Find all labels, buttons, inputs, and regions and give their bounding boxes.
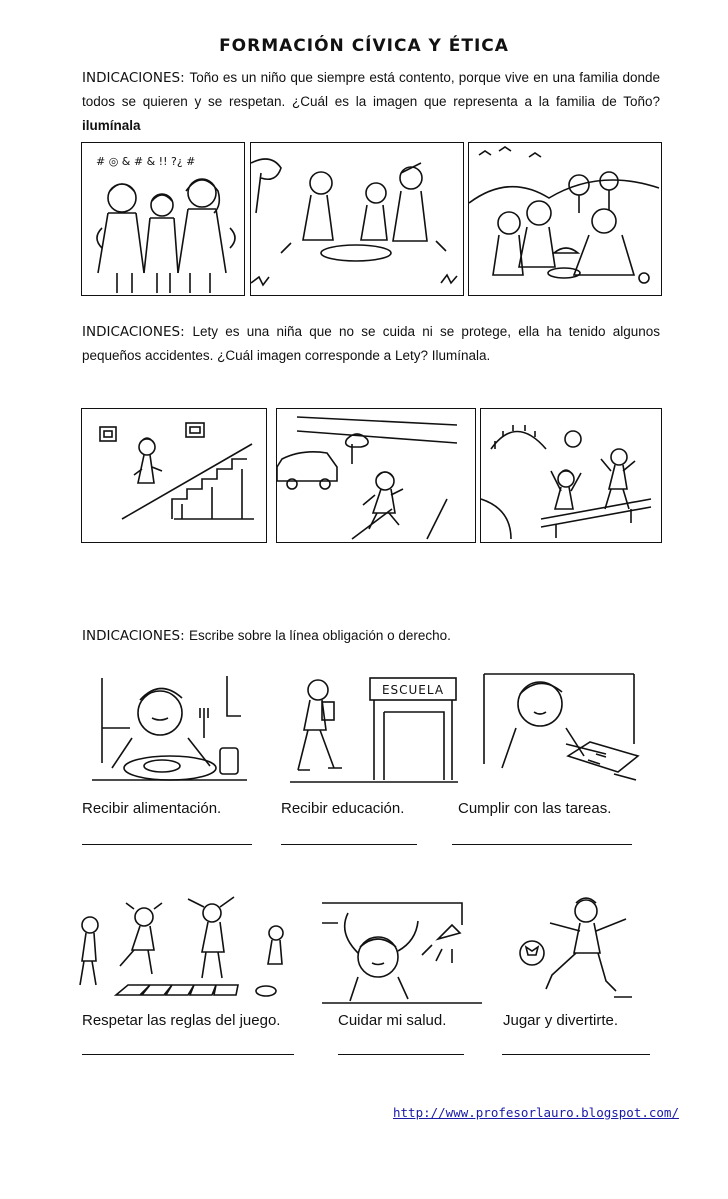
answer-line-health[interactable] xyxy=(338,1054,464,1055)
caption-homework: Cumplir con las tareas. xyxy=(458,800,612,817)
child-shower-image xyxy=(322,893,482,1005)
footer-url-link[interactable]: http://www.profesorlauro.blogspot.com/ xyxy=(393,1105,679,1120)
boy-soccer-image xyxy=(514,893,644,1005)
boy-eating-illustration xyxy=(92,668,247,788)
family-picnic-image xyxy=(468,142,662,296)
instructions-lead: INDICACIONES: xyxy=(82,324,185,340)
angry-family-illustration xyxy=(82,143,244,295)
girls-ball-image xyxy=(480,408,662,543)
boys-playing-marbles-illustration xyxy=(251,143,463,295)
girl-street-image xyxy=(276,408,476,543)
caption-health: Cuidar mi salud. xyxy=(338,1012,447,1029)
family-picnic-illustration xyxy=(469,143,661,295)
instructions-section-2 xyxy=(82,320,660,368)
girl-sliding-railing-illustration xyxy=(82,409,266,542)
child-taking-shower-illustration xyxy=(322,893,482,1005)
boy-playing-soccer-illustration xyxy=(514,893,644,1005)
instructions-text: Escribe sobre la línea obligación o derecho. xyxy=(188,628,451,643)
answer-line-game-rules[interactable] xyxy=(82,1054,294,1055)
boy-doing-homework-illustration xyxy=(478,664,646,788)
svg-text:# ◎ & # & !! ?¿ #: # ◎ & # & !! ?¿ # xyxy=(96,155,196,168)
instructions-text: Toño es un niño que siempre está contento, porque vive en una familia donde todos se quieren y se respetan. ¿Cuál es la imagen que representa a la familia de Toño? xyxy=(82,70,660,109)
answer-line-play[interactable] xyxy=(502,1054,650,1055)
boy-homework-image xyxy=(478,664,646,788)
instructions-text: Lety es una niña que no se cuida ni se protege, ella ha tenido algunos pequeños accidentes. ¿Cuál imagen corresponde a Lety? Ilumínala. xyxy=(82,324,661,363)
angry-family-image xyxy=(81,142,245,296)
boy-eating-image xyxy=(92,668,247,788)
page-title: FORMACIÓN CÍVICA Y ÉTICA xyxy=(219,36,509,56)
girl-running-street-illustration xyxy=(277,409,475,542)
school-sign-label: ESCUELA xyxy=(381,683,445,697)
answer-line-education[interactable] xyxy=(281,844,417,845)
kids-hopscotch-image xyxy=(76,895,291,1007)
instructions-lead: INDICACIONES: xyxy=(82,70,185,86)
instructions-lead: INDICACIONES: xyxy=(82,628,185,644)
answer-line-food[interactable] xyxy=(82,844,252,845)
instructions-section-3 xyxy=(82,624,660,648)
answer-line-homework[interactable] xyxy=(452,844,632,845)
boy-going-to-school-illustration xyxy=(290,668,458,788)
kids-playing-hopscotch-illustration xyxy=(76,895,291,1007)
caption-game-rules: Respetar las reglas del juego. xyxy=(82,1012,281,1029)
boy-school-image xyxy=(290,668,458,788)
instructions-section-1 xyxy=(82,66,660,138)
girls-playing-ball-illustration xyxy=(481,409,661,542)
caption-education: Recibir educación. xyxy=(281,800,405,817)
caption-food: Recibir alimentación. xyxy=(82,800,222,817)
caption-play: Jugar y divertirte. xyxy=(503,1012,619,1029)
boys-playing-image xyxy=(250,142,464,296)
girl-railing-image xyxy=(81,408,267,543)
instructions-emphasis: ilumínala xyxy=(82,118,141,133)
